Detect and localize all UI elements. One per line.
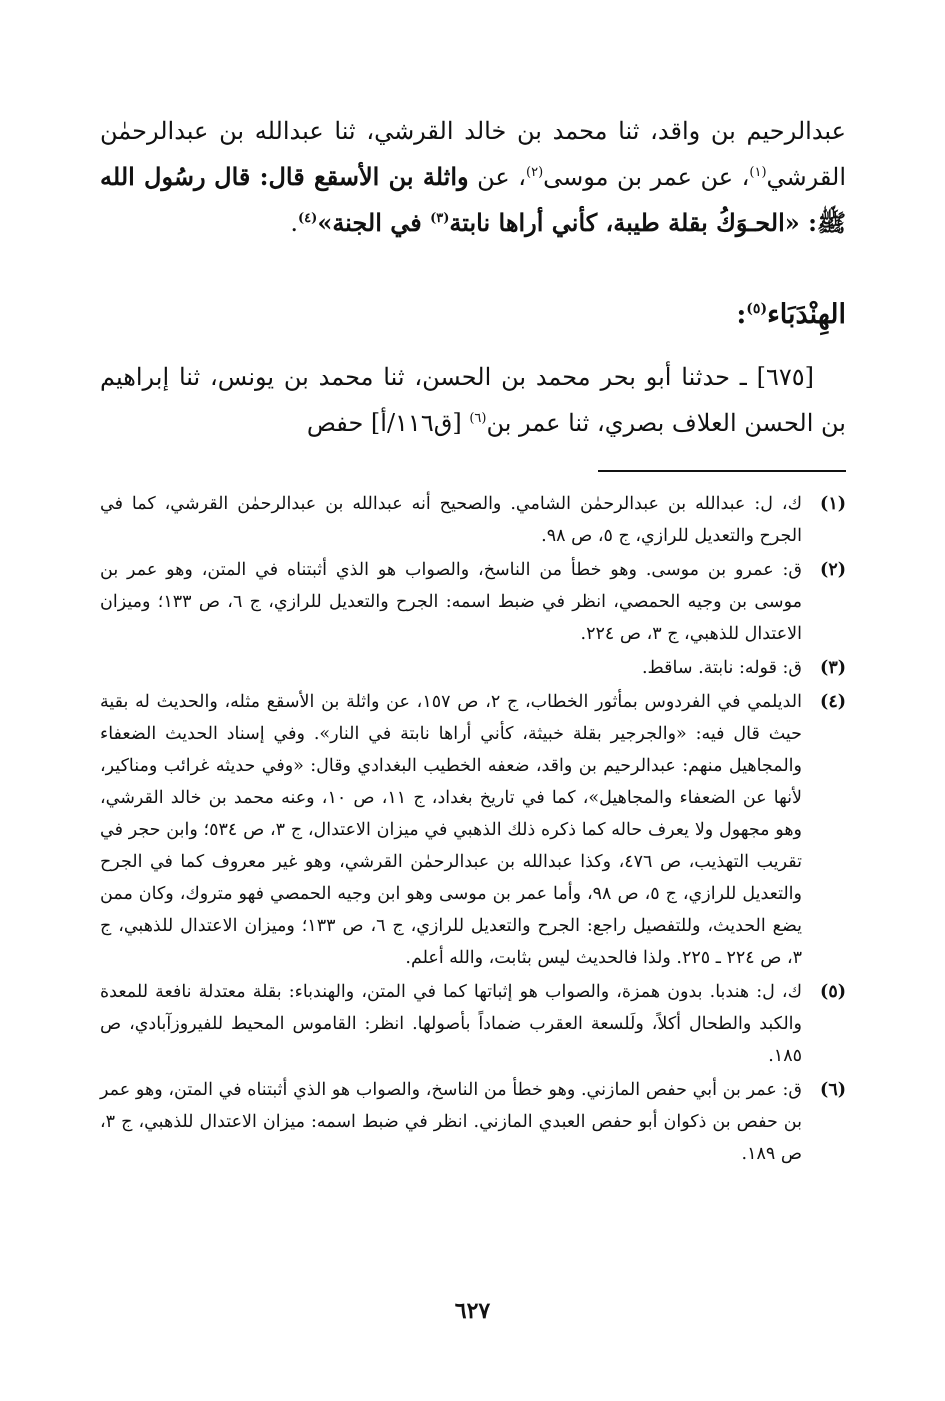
footnote-text: ك، ل: عبدالله بن عبدالرحمٰن الشامي. والصحيح أنه عبدالله بن عبدالرحمٰن القرشي، كما في الجرح والتعديل للرازي، ج ٥، ص ٩٨.: [100, 494, 802, 546]
footnote-3: [100, 652, 846, 684]
footnotes: [100, 488, 846, 1172]
heading-text: الهِنْدَبَاء: [767, 299, 846, 330]
hadith-text-end: في الجنة»: [317, 208, 431, 237]
footnote-ref-6[interactable]: (٦): [469, 411, 487, 426]
text-line: عبدالرحيم بن واقد، ثنا محمد بن خالد القرشي، ثنا عبدالله بن عبدالرحمٰن: [100, 117, 846, 145]
footnote-ref-2[interactable]: (٢): [526, 165, 544, 180]
footnote-number: (٤): [820, 692, 846, 712]
main-body: [100, 108, 846, 446]
footnote-text: ق: عمرو بن موسى. وهو خطأ من الناسخ، والصواب هو الذي أثبتناه في المتن، وهو عمر بن موسى بن وجيه الحمصي، انظر في ضبط اسمه: الجرح والتعديل للرازي، ج ٦، ص ١٣٣؛ وميزان الاعتدال للذهبي، ج ٣، ص ٢٢٤.: [100, 560, 802, 644]
text-segment: [٦٧٥] ـ حدثنا أبو بحر محمد بن الحسن، ثنا محمد بن يونس، ثنا إبراهيم بن الحسن العلاف بصري، ثنا عمر بن: [100, 363, 846, 437]
footnote-ref-3[interactable]: (٣): [430, 211, 450, 226]
footnote-ref-1[interactable]: (١): [749, 165, 767, 180]
footnote-text: ق: قوله: نابتة. ساقط.: [641, 658, 802, 678]
heading-colon: :: [736, 299, 747, 330]
footnote-ref-4[interactable]: (٤): [298, 211, 318, 226]
text-segment: القرشي: [766, 163, 847, 191]
footnote-number: (٦): [820, 1080, 846, 1100]
footnote-5: [100, 976, 846, 1072]
footnote-number: (٣): [820, 658, 846, 678]
footnote-4: [100, 686, 846, 974]
text-segment: ، عن: [468, 163, 526, 191]
footnote-text: الديلمي في الفردوس بمأثور الخطاب، ج ٢، ص ١٥٧، عن واثلة بن الأسقع مثله، والحديث له بقية حيث قال فيه: «والجرجير بقلة خبيثة، كأني أراها نابتة في النار». وفي إسناد الحديث الضعفاء والمجاهيل منهم: عبدالرحيم بن واقد، ضعفه الخطيب البغدادي وقال: «وفي حديثه غرائب ومناكير، لأنها عن الضعفاء والمجاهيل»، كما في تاريخ بغداد، ج ١١، ص ١٠، وعنه محمد بن خالد القرشي، وهو مجهول ولا يعرف حاله كما ذكره ذلك الذهبي في ميزان الاعتدال، ج ٣، ص ٥٣٤؛ وابن حجر في تقريب التهذيب، ص ٤٧٦، وكذا عبدالله بن عبدالرحمٰن القرشي، وهو غير معروف كما في الجرح والتعديل للرازي، ج ٥، ص ٩٨، وأما عمر بن موسى وهو ابن وجيه الحمصي فهو متروك، وكان ممن يضع الحديث، وللتفصيل راجع: الجرح والتعديل للرازي، ج ٦، ص ١٣٣؛ وميزان الاعتدال للذهبي، ج ٣، ص ٢٢٤ ـ ٢٢٥. ولذا فالحديث ليس بثابت، والله أعلم.: [100, 692, 803, 968]
text-segment: ، عن عمر بن موسى: [543, 163, 750, 191]
page-number: ٦٢٧: [454, 1298, 491, 1324]
footnote-number: (٥): [820, 982, 846, 1002]
paragraph-hadith-675: [100, 354, 846, 446]
footnote-text: ق: عمر بن أبي حفص المازني. وهو خطأ من الناسخ، والصواب هو الذي أثبتناه في المتن، وهو عمر بن حفص بن ذكوان أبو حفص العبدي المازني. انظر في ضبط اسمه: ميزان الاعتدال للذهبي، ج ٣، ص ١٨٩.: [100, 1080, 802, 1164]
paragraph-hadith-674: [100, 108, 846, 246]
footnote-number: (٢): [820, 560, 846, 580]
footnote-text: ك، ل: هندبا. بدون همزة، والصواب هو إثباتها كما في المتن، والهندباء: بقلة معتدلة نافعة للمعدة والكبد والطحال أكلاً، ولَلسعة العقرب ضماداً بأصولها. انظر: القاموس المحيط للفيروزآبادي، ص ١٨٥.: [100, 982, 802, 1066]
section-heading: [100, 286, 846, 338]
footnote-number: (١): [820, 494, 846, 514]
hadith-text: رسُول الله ﷺ: «الحـوَكُ بقلة طيبة، كأني أراها نابتة: [100, 162, 846, 237]
footnote-ref-5[interactable]: (٥): [746, 301, 768, 317]
footnote-1: [100, 488, 846, 552]
footnote-2: [100, 554, 846, 650]
footnote-6: [100, 1074, 846, 1170]
text-segment: .: [290, 209, 299, 237]
narrator-name: واثلة بن الأسقع قال: قال: [214, 162, 469, 191]
text-segment: [ق١١٦/أ] حفص: [306, 409, 470, 437]
footnote-separator: [598, 470, 846, 472]
